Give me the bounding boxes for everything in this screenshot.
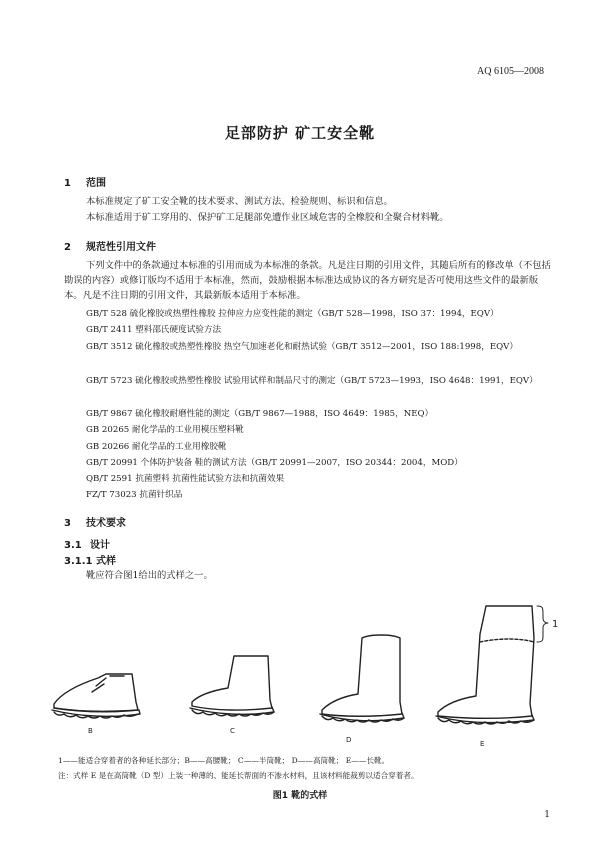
boot-styles-figure <box>40 596 560 761</box>
extension-marker-label: 1 <box>552 619 559 630</box>
reference-item: FZ/T 73023 抗菌针织品 <box>86 490 183 500</box>
boot-e-illustration <box>436 606 534 724</box>
reference-item: GB/T 9867 硫化橡胶耐磨性能的测定（GB/T 9867—1988，ISO 4649：1985，NEQ） <box>86 409 434 419</box>
boot-label: C <box>230 727 235 735</box>
boot-label: B <box>88 727 93 735</box>
section-number: 3.1 <box>64 540 82 551</box>
reference-item: GB/T 20991 个体防护装备 鞋的测试方法（GB/T 20991—2007，ISO 20344：2004，MOD） <box>86 458 463 468</box>
page-number: 1 <box>544 810 550 820</box>
boot-label: D <box>346 736 352 744</box>
figure-legend: 1——能适合穿着者的各种延长部分；B——高腰靴； C——半筒靴； D——高筒靴； E——长靴。 <box>58 756 390 765</box>
paragraph: 本标准规定了矿工安全靴的技术要求、测试方法、检验规则、标识和信息。 <box>86 196 393 207</box>
paragraph: 下列文件中的条款通过本标准的引用而成为本标准的条款。凡是注日期的引用文件，其随后所有的修改单（不包括勘误的内容）或修订版均不适用于本标准，然而，鼓励根据本标准达成协议的各方研究是否可使用这些文件的最新版本。凡是不注日期的引用文件，其最新版本适用于本标准。 <box>64 260 551 301</box>
section-number: 2 <box>64 242 71 253</box>
reference-item: QB/T 2591 抗菌塑料 抗菌性能试验方法和抗菌效果 <box>86 474 285 484</box>
section-number: 3.1.1 <box>64 556 93 567</box>
section-number: 1 <box>64 178 71 189</box>
figure-note: 注：式样 E 是在高筒靴（D 型）上装一种薄的、能延长帮面的不渗水材料，且该材料能裁剪以适合穿着者。 <box>58 771 419 780</box>
paragraph: 本标准适用于矿工穿用的、保护矿工足腿部免遭作业区域危害的全橡胶和全聚合材料靴。 <box>86 212 449 223</box>
boot-d-illustration <box>320 635 404 722</box>
boot-c-illustration <box>190 656 274 716</box>
section-3-heading <box>64 514 126 529</box>
section-1-heading <box>64 174 106 189</box>
page-title: 足部防护 矿工安全靴 <box>224 124 376 142</box>
standard-code: AQ 6105—2008 <box>477 66 544 77</box>
figure-caption: 图1 靴的式样 <box>272 791 328 801</box>
reference-item: GB/T 3512 硫化橡胶或热塑性橡胶 热空气加速老化和耐热试验（GB/T 3512—2001，ISO 188:1998，EQV） <box>86 342 518 352</box>
paragraph: 靴应符合图1给出的式样之一。 <box>86 570 213 581</box>
section-2-heading <box>64 238 156 253</box>
section-title: 技术要求 <box>86 518 126 529</box>
reference-item: GB/T 5723 硫化橡胶或热塑性橡胶 试验用试样和制品尺寸的测定（GB/T 5723—1993，ISO 4648：1991，EQV） <box>86 376 538 386</box>
reference-item: GB/T 528 硫化橡胶或热塑性橡胶 拉伸应力应变性能的测定（GB/T 528—1998，ISO 37：1994，EQV） <box>86 309 499 319</box>
reference-item: GB/T 2411 塑料邵氏硬度试验方法 <box>86 325 222 335</box>
subsection-heading <box>64 552 116 567</box>
section-title: 范围 <box>86 178 106 189</box>
subsection-heading <box>64 536 110 551</box>
reference-item: GB 20266 耐化学品的工业用橡胶靴 <box>86 442 227 452</box>
boot-label: E <box>480 740 485 748</box>
section-title: 式样 <box>96 556 116 567</box>
section-number: 3 <box>64 518 71 529</box>
boot-b-illustration <box>52 674 140 718</box>
section-title: 规范性引用文件 <box>86 242 156 253</box>
section-title: 设计 <box>90 540 110 551</box>
reference-item: GB 20265 耐化学品的工业用模压塑料靴 <box>86 425 244 435</box>
